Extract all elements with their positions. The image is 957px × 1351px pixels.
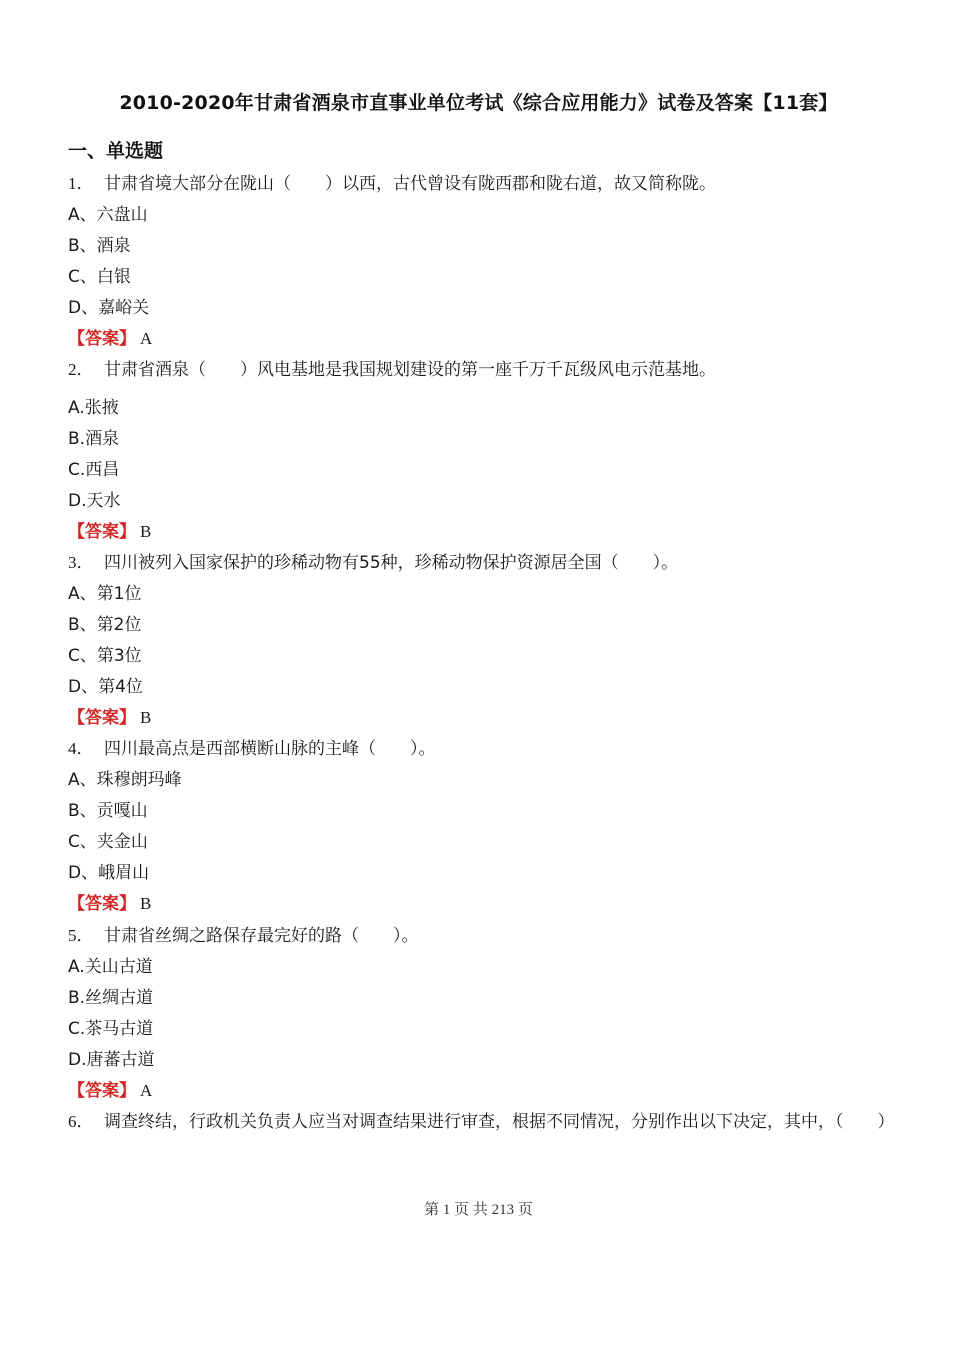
answer-tag: 【答案】: [68, 708, 136, 728]
answer-value: A: [140, 329, 153, 348]
option-item: D.天水: [68, 491, 121, 511]
answer-tag: 【答案】: [68, 522, 136, 542]
question-text: 甘肃省丝绸之路保存最完好的路（ ）。: [104, 926, 419, 946]
question-5: [68, 924, 419, 948]
question-number: 3．: [68, 553, 94, 572]
option-item: D、第4位: [68, 677, 143, 697]
answer-value: B: [140, 708, 152, 727]
question-text: 甘肃省境大部分在陇山（ ）以西，古代曾设有陇西郡和陇右道，故又简称陇。: [104, 174, 716, 194]
option-item: B.酒泉: [68, 429, 120, 449]
section-heading: 一、单选题: [68, 140, 164, 162]
option-item: A.关山古道: [68, 957, 153, 977]
question-number: 6．: [68, 1112, 94, 1131]
option-item: B.丝绸古道: [68, 988, 154, 1008]
question-text: 四川被列入国家保护的珍稀动物有55种，珍稀动物保护资源居全国（ ）。: [104, 553, 679, 573]
question-6: [68, 1110, 895, 1134]
answer-line: [68, 327, 152, 351]
question-number: 4．: [68, 739, 94, 758]
option-item: C、白银: [68, 267, 131, 287]
question-3: [68, 551, 678, 575]
option-item: B、贡嘎山: [68, 801, 148, 821]
answer-line: [68, 892, 151, 916]
question-1: [68, 172, 716, 196]
option-item: D、峨眉山: [68, 863, 150, 883]
question-number: 1．: [68, 174, 94, 193]
option-item: A、第1位: [68, 584, 142, 604]
question-number: 5．: [68, 926, 94, 945]
question-text: 甘肃省酒泉（ ）风电基地是我国规划建设的第一座千万千瓦级风电示范基地。: [104, 360, 716, 380]
option-item: A、六盘山: [68, 205, 148, 225]
answer-value: B: [140, 894, 152, 913]
answer-value: B: [140, 522, 152, 541]
option-item: B、第2位: [68, 615, 142, 635]
answer-line: [68, 1079, 152, 1103]
answer-value: A: [140, 1081, 153, 1100]
question-2: [68, 358, 716, 382]
question-text: 四川最高点是西部横断山脉的主峰（ ）。: [104, 739, 436, 759]
page-title: 2010-2020年甘肃省酒泉市直事业单位考试《综合应用能力》试卷及答案【11套】: [119, 92, 838, 114]
answer-line: [68, 520, 151, 544]
option-item: A、珠穆朗玛峰: [68, 770, 182, 790]
option-item: D.唐蕃古道: [68, 1050, 155, 1070]
option-item: D、嘉峪关: [68, 298, 150, 318]
answer-tag: 【答案】: [68, 329, 136, 349]
answer-line: [68, 706, 151, 730]
question-4: [68, 737, 436, 761]
option-item: C、夹金山: [68, 832, 148, 852]
answer-tag: 【答案】: [68, 894, 136, 914]
option-item: C.西昌: [68, 460, 120, 480]
option-item: B、酒泉: [68, 236, 131, 256]
question-text: 调查终结，行政机关负责人应当对调查结果进行审查，根据不同情况，分别作出以下决定，其中，（ ）: [104, 1112, 895, 1132]
option-item: C、第3位: [68, 646, 142, 666]
option-item: C.茶马古道: [68, 1019, 154, 1039]
question-number: 2．: [68, 360, 94, 379]
page-footer: 第 1 页 共 213 页: [424, 1202, 533, 1218]
option-item: A.张掖: [68, 398, 119, 418]
answer-tag: 【答案】: [68, 1081, 136, 1101]
